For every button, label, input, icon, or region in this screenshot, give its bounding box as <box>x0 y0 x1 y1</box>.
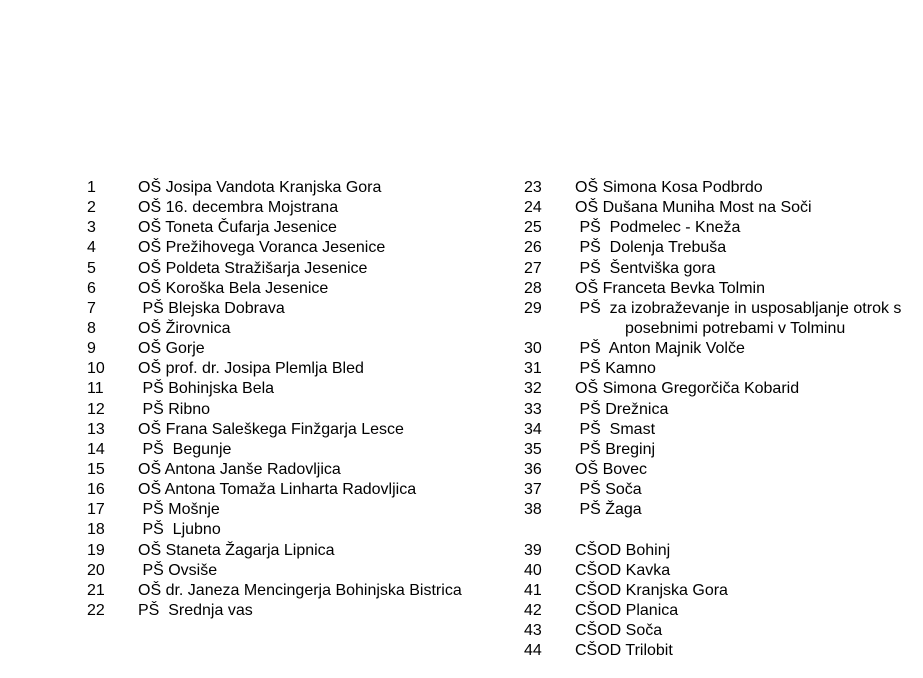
list-item <box>524 621 923 641</box>
item-name: OŠ Antona Tomaža Linharta Radovljica <box>138 481 417 499</box>
item-number: 16 <box>87 481 105 499</box>
list-item <box>524 581 923 601</box>
item-name: PŠ Šentviška gora <box>575 259 716 277</box>
list-item <box>524 641 923 661</box>
item-name: PŠ Srednja vas <box>138 601 253 619</box>
list-item <box>524 178 923 198</box>
list-item <box>524 400 923 420</box>
item-number: 12 <box>87 400 105 418</box>
list-item <box>87 440 507 460</box>
list-item <box>87 339 507 359</box>
item-name: CŠOD Planica <box>575 601 679 619</box>
item-number: 14 <box>87 440 105 458</box>
list-item <box>87 420 507 440</box>
item-name: PŠ za izobraževanje in usposabljanje otrok s <box>575 299 902 317</box>
item-name: OŠ dr. Janeza Mencingerja Bohinjska Bistrica <box>138 581 462 599</box>
item-number: 8 <box>87 319 96 337</box>
item-number: 1 <box>87 179 96 196</box>
list-item <box>524 279 923 299</box>
item-name: OŠ Poldeta Stražišarja Jesenice <box>138 259 368 277</box>
list-item <box>524 420 923 440</box>
list-item <box>87 218 507 238</box>
list-item <box>524 238 923 258</box>
item-name: PŠ Blejska Dobrava <box>138 299 285 317</box>
item-number: 17 <box>87 501 105 519</box>
item-name: PŠ Smast <box>575 420 656 438</box>
item-name: PŠ Anton Majnik Volče <box>575 340 745 358</box>
item-name: PŠ Podmelec - Kneža <box>575 219 741 237</box>
list-item <box>87 359 507 379</box>
item-name: CŠOD Soča <box>575 622 663 640</box>
item-number: 19 <box>87 541 105 559</box>
item-number: 30 <box>524 340 542 358</box>
school-list-right <box>524 178 923 661</box>
item-name: OŠ Gorje <box>138 340 205 358</box>
list-item <box>524 259 923 279</box>
item-name: OŠ Simona Kosa Podbrdo <box>575 179 763 196</box>
list-item <box>524 379 923 399</box>
item-name: CŠOD Kavka <box>575 561 671 579</box>
item-name: OŠ Frana Saleškega Finžgarja Lesce <box>138 420 404 438</box>
list-item <box>524 339 923 359</box>
item-name: OŠ Koroška Bela Jesenice <box>138 279 329 297</box>
item-name: PŠ Bohinjska Bela <box>138 380 275 398</box>
item-name: PŠ Dolenja Trebuša <box>575 239 727 257</box>
list-item <box>87 520 507 540</box>
item-name: PŠ Drežnica <box>575 400 669 418</box>
item-number: 24 <box>524 199 542 217</box>
item-name: CŠOD Kranjska Gora <box>575 581 728 599</box>
item-name: OŠ Toneta Čufarja Jesenice <box>138 219 337 237</box>
item-name: PŠ Breginj <box>575 440 656 458</box>
list-item <box>87 279 507 299</box>
item-name: PŠ Žaga <box>575 501 642 519</box>
item-number: 13 <box>87 420 105 438</box>
item-number: 37 <box>524 481 542 499</box>
item-number: 27 <box>524 259 542 277</box>
list-item <box>87 601 507 621</box>
item-name: PŠ Ribno <box>138 400 211 418</box>
item-number: 32 <box>524 380 542 398</box>
item-name: OŠ 16. decembra Mojstrana <box>138 199 339 217</box>
item-number: 36 <box>524 460 542 478</box>
list-item <box>87 319 507 339</box>
list-item <box>87 561 507 581</box>
list-item <box>87 541 507 561</box>
item-number: 42 <box>524 601 542 619</box>
item-number: 15 <box>87 460 105 478</box>
item-number: 7 <box>87 299 96 317</box>
item-number: 34 <box>524 420 542 438</box>
item-number: 21 <box>87 581 105 599</box>
list-item <box>87 299 507 319</box>
list-item <box>524 440 923 460</box>
list-item <box>524 198 923 218</box>
item-name: PŠ Kamno <box>575 360 656 378</box>
item-name: OŠ Dušana Muniha Most na Soči <box>575 199 812 217</box>
list-item <box>524 541 923 561</box>
item-number: 3 <box>87 219 96 237</box>
list-item <box>87 178 507 198</box>
item-name: PŠ Begunje <box>138 440 232 458</box>
item-number: 28 <box>524 279 542 297</box>
item-number: 10 <box>87 360 105 378</box>
list-item <box>524 561 923 581</box>
item-number: 20 <box>87 561 105 579</box>
item-name: OŠ prof. dr. Josipa Plemlja Bled <box>138 360 364 378</box>
list-item <box>524 218 923 238</box>
list-item <box>524 500 923 520</box>
item-name: OŠ Staneta Žagarja Lipnica <box>138 541 335 559</box>
item-number: 5 <box>87 259 96 277</box>
item-name: OŠ Bovec <box>575 460 648 478</box>
item-number: 2 <box>87 199 96 217</box>
item-number: 26 <box>524 239 542 257</box>
item-number: 33 <box>524 400 542 418</box>
list-item <box>524 460 923 480</box>
item-number: 23 <box>524 179 542 196</box>
item-name-wrapped <box>575 299 901 339</box>
item-number: 9 <box>87 340 96 358</box>
item-name: OŠ Josipa Vandota Kranjska Gora <box>138 179 382 196</box>
list-item <box>524 359 923 379</box>
list-item <box>87 238 507 258</box>
list-item <box>87 379 507 399</box>
list-item <box>87 480 507 500</box>
item-name: CŠOD Bohinj <box>575 541 671 559</box>
list-item <box>87 259 507 279</box>
item-number: 22 <box>87 601 105 619</box>
school-list-left <box>87 178 507 621</box>
item-number: 11 <box>87 380 104 398</box>
item-number: 38 <box>524 501 542 519</box>
item-number: 31 <box>524 360 542 378</box>
item-name: PŠ Ovsiše <box>138 561 218 579</box>
item-name: OŠ Antona Janše Radovljica <box>138 460 341 478</box>
item-number: 6 <box>87 279 96 297</box>
list-item <box>87 460 507 480</box>
item-number: 25 <box>524 219 542 237</box>
item-name: OŠ Prežihovega Voranca Jesenice <box>138 239 386 257</box>
list-item <box>524 480 923 500</box>
item-number: 4 <box>87 239 96 257</box>
list-item <box>87 400 507 420</box>
list-item <box>524 299 923 339</box>
item-number: 43 <box>524 622 542 640</box>
list-item <box>87 198 507 218</box>
list-item <box>87 581 507 601</box>
item-name: OŠ Simona Gregorčiča Kobarid <box>575 380 800 398</box>
item-name: PŠ Soča <box>575 481 642 499</box>
item-number: 41 <box>524 581 542 599</box>
item-number: 39 <box>524 541 542 559</box>
item-number: 35 <box>524 440 542 458</box>
item-name: CŠOD Trilobit <box>575 642 673 660</box>
item-number: 29 <box>524 299 542 317</box>
item-name: PŠ Mošnje <box>138 501 220 519</box>
item-name-continuation: posebnimi potrebami v Tolminu <box>625 319 846 337</box>
item-name: OŠ Žirovnica <box>138 319 231 337</box>
list-item <box>524 601 923 621</box>
item-number: 18 <box>87 521 105 539</box>
item-name: PŠ Ljubno <box>138 521 221 539</box>
list-item <box>87 500 507 520</box>
item-number: 44 <box>524 642 542 660</box>
item-number: 40 <box>524 561 542 579</box>
item-name: OŠ Franceta Bevka Tolmin <box>575 279 766 297</box>
